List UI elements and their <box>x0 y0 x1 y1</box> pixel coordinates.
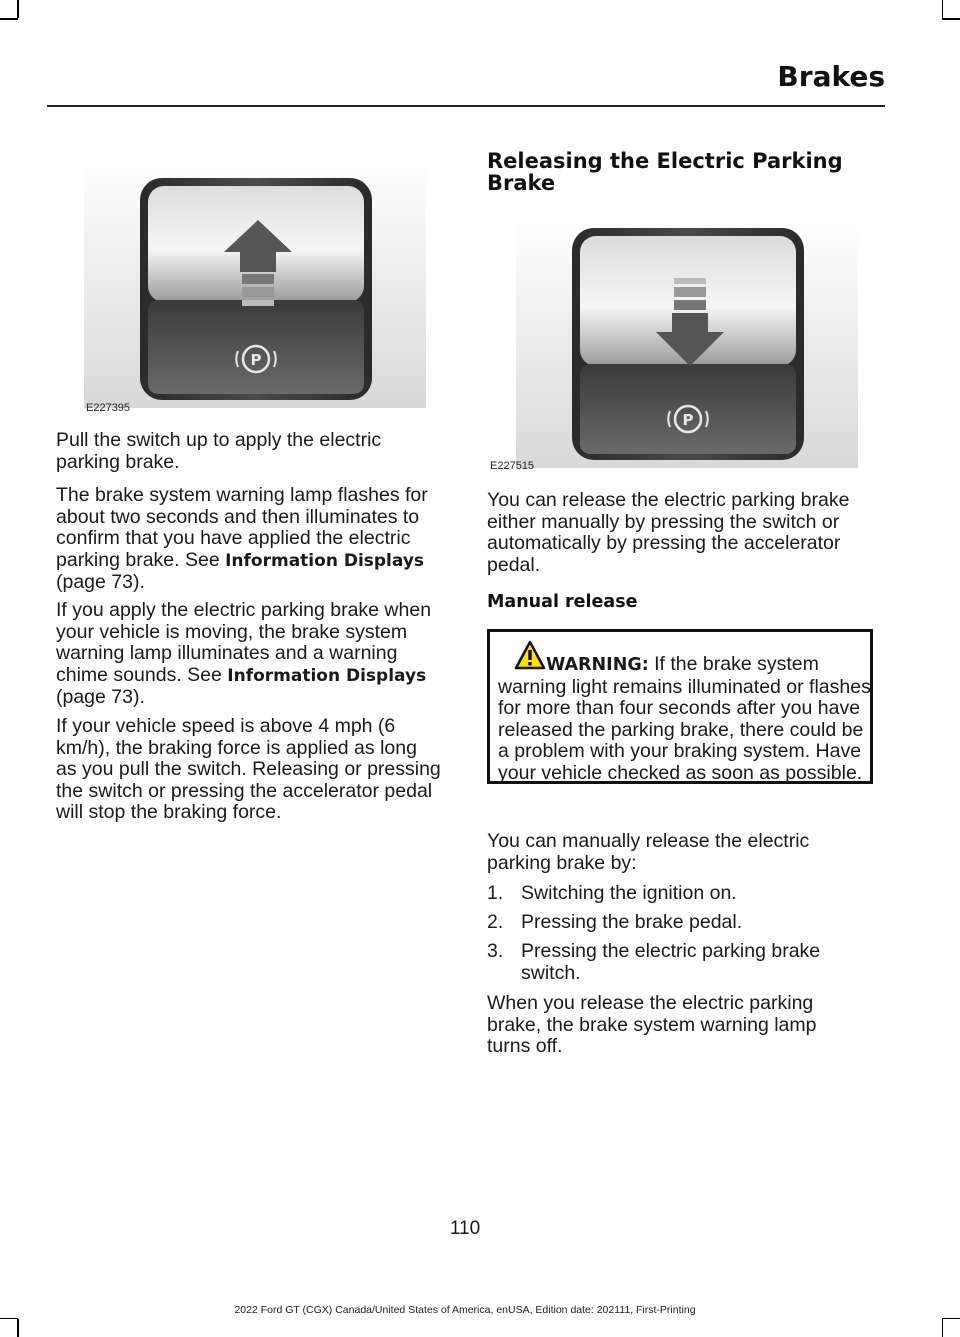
footer-edition-info: 2022 Ford GT (CGX) Canada/United States of America, enUSA, Edition date: 202111, First-Printing <box>234 1304 696 1316</box>
subheading: Manual release <box>487 592 638 612</box>
list-number: 3. <box>487 940 504 962</box>
paragraph <box>56 485 446 594</box>
list-number: 1. <box>487 882 504 904</box>
crop-mark <box>942 18 960 20</box>
page-section-title: Brakes <box>777 60 885 93</box>
crop-mark <box>17 1319 19 1337</box>
figure-code: E227515 <box>490 460 535 472</box>
crop-mark <box>0 18 18 20</box>
paragraph-text: The brake system warning lamp flashes for about two seconds and then illuminates to confirm that you have applied the electric parking brake. See <box>56 484 428 571</box>
warning-message: If the brake system warning light remains illuminated or flashes for more than four seconds after you have released the parking brake, there could be a problem with your braking system. Have your vehicle checked as soon as possible. <box>498 653 871 784</box>
page-reference: (page 73). <box>56 571 145 593</box>
paragraph: You can release the electric parking brake either manually by pressing the switch or automatically by pressing the accelerator pedal. <box>487 489 850 576</box>
svg-text:P: P <box>682 411 694 429</box>
header-divider <box>47 105 885 107</box>
cross-reference-link[interactable]: Information Displays <box>227 665 427 686</box>
paragraph: If your vehicle speed is above 4 mph (6 km/h), the braking force is applied as long as you pull the switch. Releasing or pressing the switch or pressing the accelerator pedal will stop the braking force. <box>56 715 441 823</box>
list-text: Pressing the brake pedal. <box>521 911 743 933</box>
crop-mark <box>0 1318 18 1320</box>
list-number: 2. <box>487 911 504 933</box>
paragraph: When you release the electric parking brake, the brake system warning lamp turns off. <box>487 992 817 1057</box>
section-heading: Releasing the Electric Parking Brake <box>487 149 843 195</box>
page-reference: (page 73). <box>56 686 145 708</box>
paragraph-text: If you apply the electric parking brake when your vehicle is moving, the brake system warning lamp illuminates and a warning chime sounds. See <box>56 599 432 686</box>
svg-text:P: P <box>250 351 262 369</box>
figure-apply-parking-brake <box>84 160 426 413</box>
cross-reference-link[interactable]: Information Displays <box>225 550 425 571</box>
page-number: 110 <box>449 1218 481 1239</box>
figure-release-parking-brake <box>516 220 858 473</box>
paragraph: Pull the switch up to apply the electric parking brake. <box>56 429 382 473</box>
crop-mark <box>17 0 19 18</box>
crop-mark <box>942 1319 944 1337</box>
paragraph: You can manually release the electric parking brake by: <box>487 830 810 874</box>
list-text: Switching the ignition on. <box>521 882 737 904</box>
warning-text <box>498 654 876 784</box>
warning-label: WARNING: <box>546 655 649 675</box>
paragraph <box>56 600 451 709</box>
figure-code: E227395 <box>86 402 131 414</box>
crop-mark <box>942 0 944 18</box>
crop-mark <box>942 1318 960 1320</box>
warning-box <box>487 629 873 784</box>
list-text: Pressing the electric parking brake switch. <box>521 940 821 984</box>
